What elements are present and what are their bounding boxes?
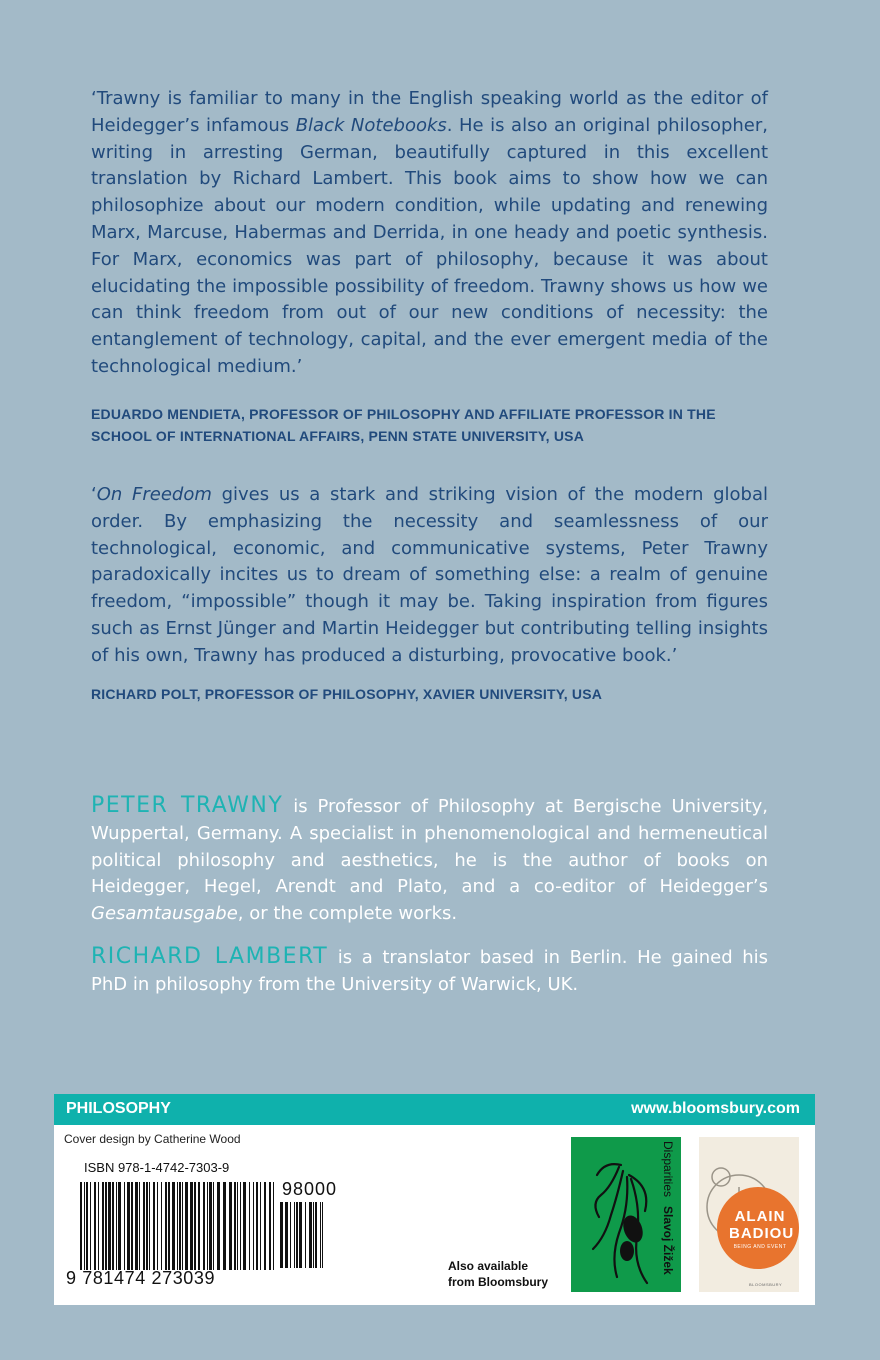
barcode-bar bbox=[86, 1182, 88, 1270]
barcode-bar bbox=[172, 1182, 175, 1270]
barcode-bar bbox=[198, 1182, 200, 1270]
bio-text: is Professor of Philosophy at Bergische University, Wuppertal, Germany. A specialist in phenomenological and hermeneutical political philosophy and aesthetics, he is the author of books on Heidegger, Hegel, Arendt and Plato, and a co-editor of Heidegger’s bbox=[91, 796, 768, 898]
barcode-bar bbox=[190, 1182, 193, 1270]
author-name: PETER TRAWNY bbox=[91, 793, 284, 818]
barcode-bar bbox=[299, 1202, 302, 1268]
barcode-icon bbox=[80, 1182, 280, 1270]
translator-bio bbox=[91, 944, 768, 999]
book-cover-disparities[interactable] bbox=[571, 1137, 681, 1292]
attribution-polt bbox=[91, 683, 781, 705]
barcode-bar bbox=[209, 1182, 212, 1270]
barcode-bar bbox=[217, 1182, 220, 1270]
also-available bbox=[448, 1258, 548, 1290]
attribution-line: RICHARD POLT, PROFESSOR OF PHILOSOPHY, XAVIER UNIVERSITY, USA bbox=[91, 686, 603, 702]
quote-text: ‘Trawny is familiar to many in the English speaking world as the editor of Heidegger’s infamous bbox=[91, 88, 768, 136]
barcode-bar bbox=[264, 1182, 266, 1270]
barcode-bar bbox=[182, 1182, 183, 1270]
barcode-bar bbox=[229, 1182, 232, 1270]
quote-text: ‘ bbox=[91, 484, 97, 505]
publisher-footer bbox=[54, 1094, 815, 1305]
attribution-mendieta bbox=[91, 403, 781, 447]
quote-mendieta bbox=[91, 86, 768, 381]
barcode-bar bbox=[207, 1182, 208, 1270]
barcode-bar bbox=[139, 1182, 140, 1270]
quote-polt bbox=[91, 482, 768, 670]
barcode-bar bbox=[285, 1202, 288, 1268]
book1-author: Slavoj Žižek bbox=[661, 1206, 675, 1276]
also-line: from Bloomsbury bbox=[448, 1275, 549, 1289]
bio-text: is a translator based in Berlin. He gained his PhD in philosophy from the University of Warwick, UK. bbox=[91, 947, 769, 995]
book2-subtitle: BEING AND EVENT bbox=[733, 1244, 787, 1250]
barcode-bar bbox=[240, 1182, 241, 1270]
barcode-bar bbox=[309, 1202, 312, 1268]
price-barcode-icon bbox=[280, 1202, 325, 1268]
bio-italic: Gesamtausgabe bbox=[91, 903, 238, 925]
book1-series: Disparities bbox=[661, 1141, 675, 1198]
barcode-bar bbox=[243, 1182, 246, 1270]
barcode-bar bbox=[203, 1182, 205, 1270]
barcode-bar bbox=[127, 1182, 130, 1270]
barcode-bar bbox=[118, 1182, 121, 1270]
barcode-bar bbox=[256, 1182, 258, 1270]
book2-publisher: BLOOMSBURY bbox=[749, 1282, 783, 1287]
category-label: PHILOSOPHY bbox=[66, 1100, 171, 1117]
barcode-bar bbox=[108, 1182, 111, 1270]
barcode-bar bbox=[165, 1182, 167, 1270]
quote-text: . He is also an original philosopher, writing in arresting German, beautifully captured in this excellent translation by Richard Lambert. This book aims to show how we can philosophize about our modern condition, while updating and renewing Marx, Marcuse, Habermas and Derrida, in one heady and poetic synthesis. For Marx, economics was part of philosophy, because it was about elucidating the impossible possibility of freedom. Trawny shows us how we can think freedom from out of our new conditions of necessity: the entanglement of technology, capital, and the ever emergent media of the technological medium.’ bbox=[91, 114, 769, 377]
publisher-url[interactable]: www.bloomsbury.com bbox=[631, 1100, 800, 1117]
barcode-bar bbox=[102, 1182, 104, 1270]
author-bio bbox=[91, 793, 768, 928]
barcode-bar bbox=[94, 1182, 96, 1270]
barcode-bar bbox=[313, 1202, 314, 1268]
barcode-bar bbox=[177, 1182, 178, 1270]
barcode-bar bbox=[112, 1182, 114, 1270]
barcode-bar bbox=[135, 1182, 138, 1270]
barcode-bar bbox=[124, 1182, 125, 1270]
barcode-bar bbox=[168, 1182, 170, 1270]
barcode-bar bbox=[149, 1182, 150, 1270]
barcode-bar bbox=[146, 1182, 148, 1270]
attribution-line: SCHOOL OF INTERNATIONAL AFFAIRS, PENN STATE UNIVERSITY, USA bbox=[91, 428, 585, 444]
barcode-bar bbox=[185, 1182, 188, 1270]
barcode-bar bbox=[223, 1182, 226, 1270]
barcode-bar bbox=[253, 1182, 254, 1270]
barcode-bar bbox=[322, 1202, 323, 1268]
barcode-bar bbox=[273, 1182, 274, 1270]
barcode-bar bbox=[213, 1182, 214, 1270]
barcode-bar bbox=[157, 1182, 158, 1270]
barcode-bar bbox=[294, 1202, 295, 1268]
book-cover-being-and-event[interactable] bbox=[699, 1137, 799, 1292]
barcode-bar bbox=[305, 1202, 306, 1268]
barcode-bar bbox=[131, 1182, 133, 1270]
barcode-bar bbox=[143, 1182, 145, 1270]
barcode-bar bbox=[237, 1182, 238, 1270]
category-bar bbox=[54, 1094, 815, 1125]
quote-title-italic: On Freedom bbox=[96, 484, 212, 505]
ean-digits: 9 781474 273039 bbox=[66, 1268, 216, 1288]
price-code: 98000 bbox=[282, 1179, 338, 1199]
barcode-bar bbox=[90, 1182, 91, 1270]
barcode-bar bbox=[290, 1202, 291, 1268]
barcode-bar bbox=[296, 1202, 298, 1268]
barcode-bar bbox=[105, 1182, 107, 1270]
barcode-bar bbox=[179, 1182, 181, 1270]
barcode-bar bbox=[161, 1182, 162, 1270]
barcode-bar bbox=[320, 1202, 321, 1268]
barcode-bar bbox=[153, 1182, 155, 1270]
bio-text: , or the complete works. bbox=[237, 903, 458, 925]
quote-title-italic: Black Notebooks bbox=[295, 114, 447, 136]
barcode-bar bbox=[260, 1182, 261, 1270]
cover-credit: Cover design by Catherine Wood bbox=[64, 1132, 241, 1146]
isbn-text: ISBN 978-1-4742-7303-9 bbox=[84, 1160, 230, 1175]
barcode-bar bbox=[269, 1182, 271, 1270]
barcode-bar bbox=[80, 1182, 82, 1270]
book2-title bbox=[729, 1208, 795, 1242]
also-line: Also available bbox=[448, 1259, 529, 1273]
barcode-bar bbox=[116, 1182, 117, 1270]
book2-title-line: BADIOU bbox=[729, 1225, 795, 1242]
translator-name: RICHARD LAMBERT bbox=[91, 944, 329, 969]
barcode-bar bbox=[280, 1202, 283, 1268]
barcode-bar bbox=[84, 1182, 85, 1270]
barcode-bar bbox=[234, 1182, 236, 1270]
barcode-bar bbox=[315, 1202, 317, 1268]
book1-spine-text bbox=[661, 1141, 675, 1281]
quote-text: gives us a stark and striking vision of the modern global order. By emphasizing the necessity and seamlessness of our technological, economic, and communicative systems, Peter Trawny paradoxically incites us to dream of something else: a realm of genuine freedom, “impossible” though it may be. Taking inspiration from figures such as Ernst Jünger and Martin Heidegger but contributing telling insights of his own, Trawny has produced a disturbing, provocative book.’ bbox=[91, 484, 768, 666]
barcode-bar bbox=[194, 1182, 196, 1270]
barcode-bar bbox=[249, 1182, 250, 1270]
attribution-line: EDUARDO MENDIETA, PROFESSOR OF PHILOSOPHY AND AFFILIATE PROFESSOR IN THE bbox=[91, 406, 716, 422]
book2-title-line: ALAIN bbox=[734, 1208, 786, 1225]
barcode-bar bbox=[98, 1182, 99, 1270]
